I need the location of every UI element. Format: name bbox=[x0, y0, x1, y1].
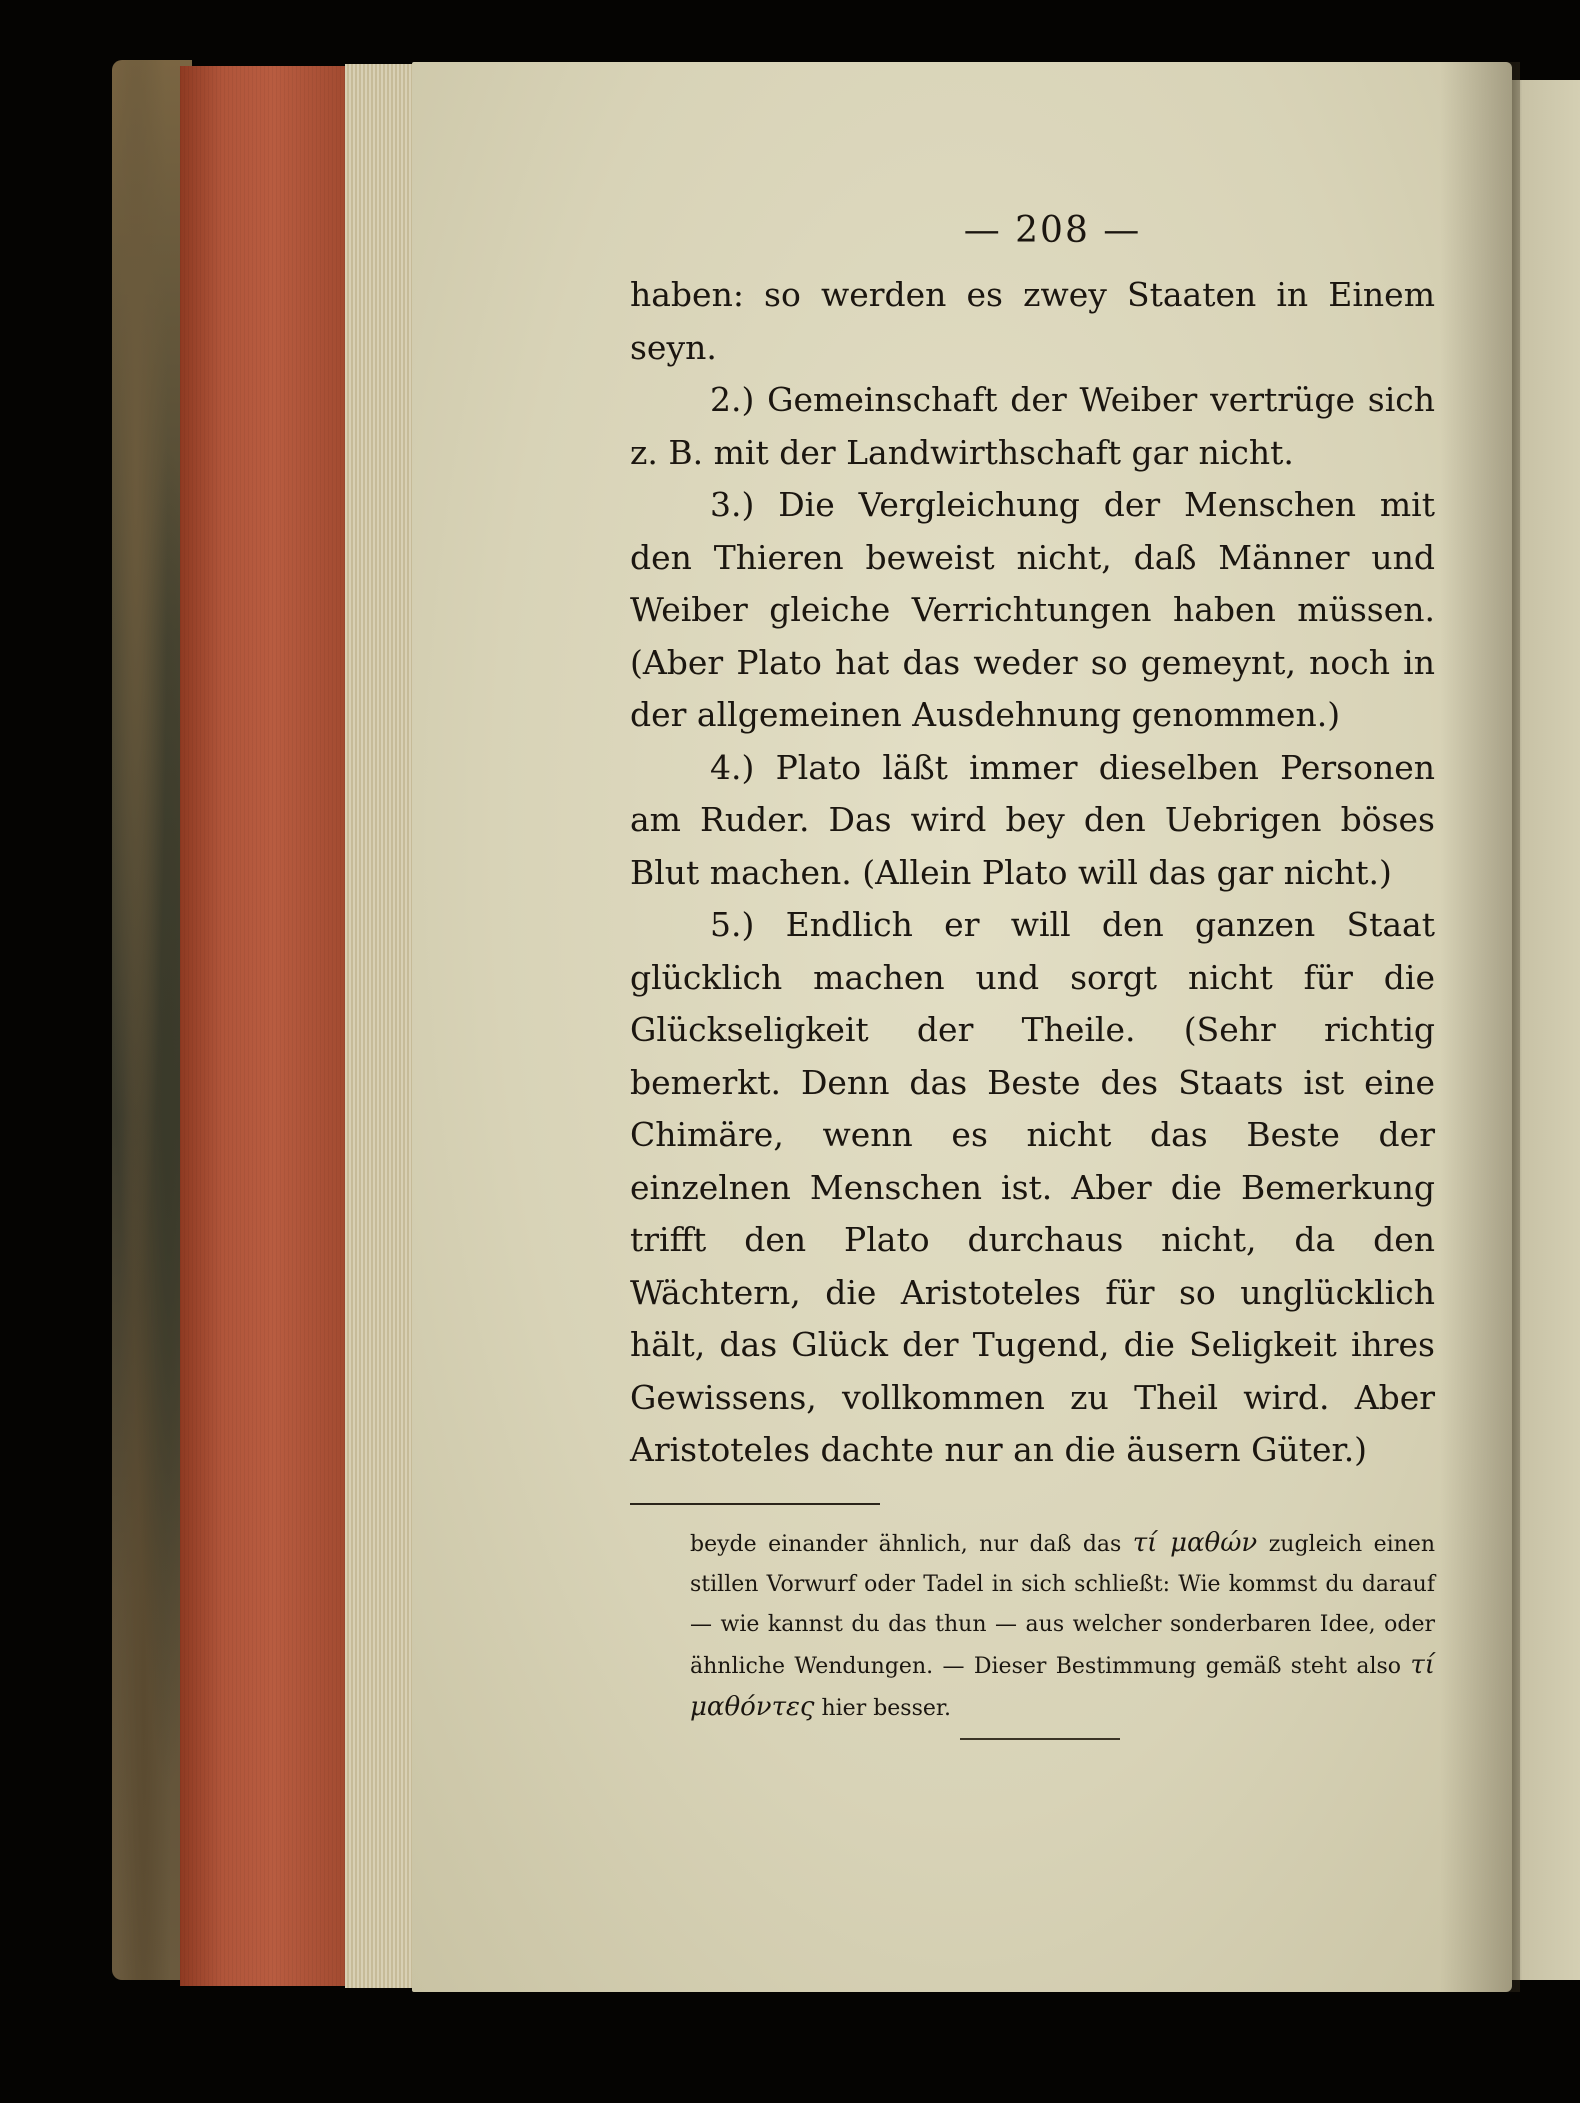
page-edges-red bbox=[180, 66, 350, 1986]
page-text bbox=[630, 210, 1435, 1729]
page-edges-light bbox=[345, 64, 415, 1988]
footnote-part-3: hier besser. bbox=[821, 1695, 951, 1721]
paragraph-3: 3.) Die Vergleichung der Menschen mit den Thieren beweist nicht, daß Männer und Weiber gleiche Verrichtungen haben müssen. (Aber Plato hat das weder so gemeynt, noch in der allgemeinen Ausdehnung genommen.) bbox=[630, 485, 1435, 734]
footnote-part-2: zugleich einen stillen Vorwurf oder Tadel in sich schließt: Wie kommst du darauf — wie kannst du das thun — aus welcher sonderbaren Idee, oder ähnliche Wendungen. — Dieser Bestimmung gemäß steht also bbox=[690, 1531, 1435, 1679]
footnote-rule bbox=[630, 1503, 880, 1505]
paragraph-4: 4.) Plato läßt immer dieselben Personen am Ruder. Das wird bey den Uebrigen böses Blut machen. (Allein Plato will das gar nicht.) bbox=[630, 747, 1435, 892]
main-text bbox=[630, 269, 1435, 1477]
bottom-rule bbox=[960, 1738, 1120, 1740]
greek-phrase-1: τί μαθών bbox=[1132, 1527, 1258, 1558]
footnote bbox=[630, 1523, 1435, 1729]
greek-phrase-2: τί μαθόντες bbox=[690, 1649, 1435, 1722]
page-number-header: — 208 — bbox=[963, 210, 1142, 251]
gutter-shadow bbox=[1440, 62, 1520, 1992]
footnote-part-1: beyde einander ähnlich, nur daß das bbox=[690, 1531, 1122, 1557]
paragraph-1: haben: so werden es zwey Staaten in Einem seyn. bbox=[630, 275, 1435, 367]
paragraph-5: 5.) Endlich er will den ganzen Staat glücklich machen und sorgt nicht für die Glückseligkeit der Theile. (Sehr richtig bemerkt. Denn das Beste des Staats ist eine Chimäre, wenn es nicht das Beste der einzelnen Menschen ist. Aber die Bemerkung trifft den Plato durchaus nicht, da den Wächtern, die Aristoteles für so unglücklich hält, das Glück der Tugend, die Seligkeit ihres Gewissens, vollkommen zu Theil wird. Aber Aristoteles dachte nur an die äusern Güter.) bbox=[630, 905, 1435, 1469]
paragraph-2: 2.) Gemeinschaft der Weiber vertrüge sich z. B. mit der Landwirthschaft gar nicht. bbox=[630, 380, 1435, 472]
